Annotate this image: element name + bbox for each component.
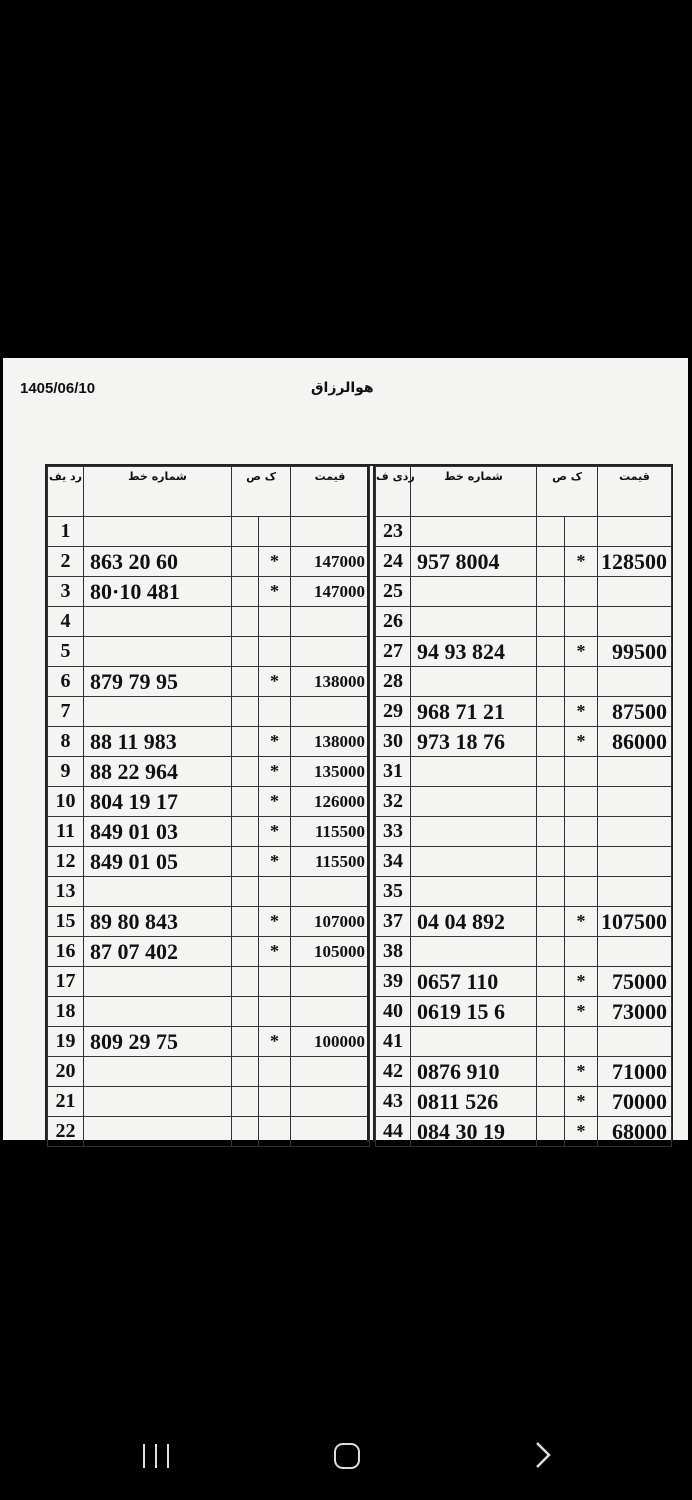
table-row bbox=[376, 667, 672, 697]
ks-cell-k bbox=[232, 937, 259, 967]
ks-cell-k bbox=[537, 517, 565, 547]
line-number: 88 11 983 bbox=[84, 727, 232, 757]
row-index: 11 bbox=[48, 817, 84, 847]
ks-cell-k bbox=[537, 1087, 565, 1117]
table-row bbox=[48, 997, 370, 1027]
ks-cell-k bbox=[537, 1027, 565, 1057]
ks-cell-k bbox=[537, 937, 565, 967]
row-price bbox=[291, 607, 370, 637]
row-index: 19 bbox=[48, 1027, 84, 1057]
table-row bbox=[376, 1057, 672, 1087]
row-index: 18 bbox=[48, 997, 84, 1027]
row-price: 147000 bbox=[291, 577, 370, 607]
header-price: قیمت bbox=[291, 467, 370, 517]
row-price bbox=[291, 1087, 370, 1117]
right-table bbox=[375, 466, 672, 1147]
line-number: 0811 526 bbox=[411, 1087, 537, 1117]
ks-cell-k bbox=[537, 907, 565, 937]
line-number: 084 30 19 bbox=[411, 1117, 537, 1147]
row-price bbox=[291, 967, 370, 997]
row-index: 25 bbox=[376, 577, 411, 607]
android-navigation-bar bbox=[0, 1400, 692, 1500]
ks-cell-k bbox=[232, 517, 259, 547]
price-list-tables bbox=[45, 464, 673, 1144]
row-index: 12 bbox=[48, 847, 84, 877]
recents-button[interactable] bbox=[141, 1440, 171, 1470]
row-index: 28 bbox=[376, 667, 411, 697]
ks-cell-star bbox=[259, 997, 291, 1027]
ks-cell-k bbox=[537, 787, 565, 817]
line-number bbox=[84, 997, 232, 1027]
row-price bbox=[598, 877, 672, 907]
line-number: 973 18 76 bbox=[411, 727, 537, 757]
row-price: 138000 bbox=[291, 727, 370, 757]
table-row bbox=[48, 877, 370, 907]
ks-cell-star: * bbox=[565, 997, 598, 1027]
row-index: 43 bbox=[376, 1087, 411, 1117]
right-table-header bbox=[376, 467, 672, 517]
row-index: 16 bbox=[48, 937, 84, 967]
table-row bbox=[376, 817, 672, 847]
left-table-body bbox=[48, 517, 370, 1147]
ks-cell-k bbox=[232, 787, 259, 817]
row-index: 39 bbox=[376, 967, 411, 997]
ks-cell-star: * bbox=[259, 787, 291, 817]
row-price: 73000 bbox=[598, 997, 672, 1027]
line-number: 879 79 95 bbox=[84, 667, 232, 697]
ks-cell-k bbox=[537, 697, 565, 727]
row-price: 107000 bbox=[291, 907, 370, 937]
table-row bbox=[48, 817, 370, 847]
row-index: 40 bbox=[376, 997, 411, 1027]
ks-cell-star bbox=[565, 667, 598, 697]
home-button[interactable] bbox=[334, 1443, 360, 1469]
ks-cell-k bbox=[232, 847, 259, 877]
line-number: 863 20 60 bbox=[84, 547, 232, 577]
row-index: 31 bbox=[376, 757, 411, 787]
row-index: 5 bbox=[48, 637, 84, 667]
row-index: 37 bbox=[376, 907, 411, 937]
row-price bbox=[598, 1027, 672, 1057]
table-row bbox=[48, 787, 370, 817]
table-row bbox=[376, 907, 672, 937]
row-price: 128500 bbox=[598, 547, 672, 577]
header-line-number-right: شماره خط bbox=[411, 467, 537, 517]
table-row bbox=[376, 787, 672, 817]
row-index: 8 bbox=[48, 727, 84, 757]
ks-cell-k bbox=[232, 637, 259, 667]
ks-cell-star bbox=[565, 817, 598, 847]
ks-cell-star bbox=[565, 877, 598, 907]
ks-cell-star bbox=[259, 607, 291, 637]
row-index: 38 bbox=[376, 937, 411, 967]
ks-cell-star: * bbox=[565, 907, 598, 937]
line-number: 849 01 03 bbox=[84, 817, 232, 847]
ks-cell-k bbox=[537, 877, 565, 907]
ks-cell-k bbox=[537, 1117, 565, 1147]
line-number bbox=[411, 877, 537, 907]
ks-cell-k bbox=[537, 967, 565, 997]
row-price bbox=[291, 1057, 370, 1087]
line-number: 0657 110 bbox=[411, 967, 537, 997]
ks-cell-star: * bbox=[259, 577, 291, 607]
header-ks: ک ص bbox=[232, 467, 291, 517]
row-index: 4 bbox=[48, 607, 84, 637]
ks-cell-star: * bbox=[259, 727, 291, 757]
table-row bbox=[376, 997, 672, 1027]
ks-cell-k bbox=[537, 577, 565, 607]
line-number bbox=[84, 1117, 232, 1147]
table-row bbox=[376, 697, 672, 727]
line-number: 809 29 75 bbox=[84, 1027, 232, 1057]
table-row bbox=[48, 847, 370, 877]
ks-cell-k bbox=[232, 577, 259, 607]
ks-cell-star: * bbox=[259, 907, 291, 937]
ks-cell-k bbox=[537, 547, 565, 577]
row-price bbox=[598, 847, 672, 877]
row-index: 2 bbox=[48, 547, 84, 577]
ks-cell-star bbox=[565, 607, 598, 637]
ks-cell-star bbox=[565, 847, 598, 877]
ks-cell-k bbox=[537, 817, 565, 847]
row-price: 147000 bbox=[291, 547, 370, 577]
ks-cell-star: * bbox=[565, 967, 598, 997]
row-price: 115500 bbox=[291, 817, 370, 847]
row-index: 10 bbox=[48, 787, 84, 817]
ks-cell-star: * bbox=[565, 1117, 598, 1147]
line-number bbox=[84, 1087, 232, 1117]
table-row bbox=[376, 637, 672, 667]
back-button[interactable] bbox=[533, 1440, 553, 1470]
line-number bbox=[411, 937, 537, 967]
line-number bbox=[84, 877, 232, 907]
ks-cell-star: * bbox=[259, 817, 291, 847]
ks-cell-k bbox=[537, 667, 565, 697]
line-number: 0876 910 bbox=[411, 1057, 537, 1087]
table-row bbox=[376, 727, 672, 757]
table-row bbox=[48, 1087, 370, 1117]
line-number bbox=[411, 847, 537, 877]
ks-cell-k bbox=[232, 1087, 259, 1117]
row-price: 99500 bbox=[598, 637, 672, 667]
table-row bbox=[376, 877, 672, 907]
line-number: 87 07 402 bbox=[84, 937, 232, 967]
ks-cell-star bbox=[259, 1057, 291, 1087]
header-index-right: ردی ف bbox=[376, 467, 411, 517]
row-index: 35 bbox=[376, 877, 411, 907]
line-number: 0619 15 6 bbox=[411, 997, 537, 1027]
ks-cell-star bbox=[565, 517, 598, 547]
row-index: 6 bbox=[48, 667, 84, 697]
line-number: 957 8004 bbox=[411, 547, 537, 577]
line-number bbox=[411, 607, 537, 637]
row-index: 13 bbox=[48, 877, 84, 907]
ks-cell-star bbox=[565, 757, 598, 787]
line-number bbox=[84, 1057, 232, 1087]
row-index: 30 bbox=[376, 727, 411, 757]
ks-cell-star: * bbox=[565, 697, 598, 727]
row-price: 71000 bbox=[598, 1057, 672, 1087]
line-number bbox=[411, 757, 537, 787]
row-price: 115500 bbox=[291, 847, 370, 877]
row-index: 44 bbox=[376, 1117, 411, 1147]
line-number: 88 22 964 bbox=[84, 757, 232, 787]
back-icon bbox=[533, 1440, 553, 1470]
table-row bbox=[48, 577, 370, 607]
row-price: 87500 bbox=[598, 697, 672, 727]
line-number bbox=[411, 667, 537, 697]
row-price bbox=[598, 757, 672, 787]
row-index: 1 bbox=[48, 517, 84, 547]
ks-cell-star: * bbox=[259, 757, 291, 787]
row-index: 29 bbox=[376, 697, 411, 727]
line-number bbox=[84, 967, 232, 997]
ks-cell-star bbox=[565, 577, 598, 607]
line-number: 04 04 892 bbox=[411, 907, 537, 937]
ks-cell-star bbox=[565, 937, 598, 967]
document-heading: هوالرزاق bbox=[311, 380, 374, 396]
ks-cell-k bbox=[232, 727, 259, 757]
row-index: 33 bbox=[376, 817, 411, 847]
table-row bbox=[48, 667, 370, 697]
line-number bbox=[84, 697, 232, 727]
ks-cell-k bbox=[537, 727, 565, 757]
row-price: 100000 bbox=[291, 1027, 370, 1057]
ks-cell-star bbox=[259, 967, 291, 997]
recents-icon bbox=[143, 1444, 145, 1468]
row-price bbox=[598, 577, 672, 607]
ks-cell-star bbox=[565, 787, 598, 817]
table-row bbox=[376, 1027, 672, 1057]
row-index: 17 bbox=[48, 967, 84, 997]
row-price bbox=[291, 997, 370, 1027]
ks-cell-star bbox=[259, 877, 291, 907]
row-price bbox=[291, 877, 370, 907]
ks-cell-k bbox=[232, 1057, 259, 1087]
ks-cell-star: * bbox=[565, 1087, 598, 1117]
row-index: 15 bbox=[48, 907, 84, 937]
ks-cell-k bbox=[232, 547, 259, 577]
table-row bbox=[48, 517, 370, 547]
table-row bbox=[376, 847, 672, 877]
row-price: 70000 bbox=[598, 1087, 672, 1117]
row-price: 68000 bbox=[598, 1117, 672, 1147]
row-price bbox=[598, 817, 672, 847]
ks-cell-star: * bbox=[565, 547, 598, 577]
table-row bbox=[376, 517, 672, 547]
ks-cell-k bbox=[232, 997, 259, 1027]
ks-cell-k bbox=[537, 997, 565, 1027]
line-number: 89 80 843 bbox=[84, 907, 232, 937]
ks-cell-star: * bbox=[259, 547, 291, 577]
document-date: 1405/06/10 bbox=[20, 380, 96, 397]
table-row bbox=[48, 1027, 370, 1057]
row-index: 27 bbox=[376, 637, 411, 667]
table-row bbox=[48, 1057, 370, 1087]
right-table-body bbox=[376, 517, 672, 1147]
left-table-header bbox=[48, 467, 370, 517]
table-row bbox=[376, 1117, 672, 1147]
table-row bbox=[48, 697, 370, 727]
row-index: 24 bbox=[376, 547, 411, 577]
row-index: 23 bbox=[376, 517, 411, 547]
row-price: 107500 bbox=[598, 907, 672, 937]
row-price bbox=[291, 697, 370, 727]
line-number: 94 93 824 bbox=[411, 637, 537, 667]
ks-cell-k bbox=[537, 847, 565, 877]
row-index: 21 bbox=[48, 1087, 84, 1117]
ks-cell-star: * bbox=[259, 937, 291, 967]
line-number bbox=[84, 517, 232, 547]
ks-cell-k bbox=[537, 1057, 565, 1087]
ks-cell-k bbox=[232, 697, 259, 727]
left-table-container bbox=[47, 466, 369, 1147]
line-number: 849 01 05 bbox=[84, 847, 232, 877]
header-ks-right: ک ص bbox=[537, 467, 598, 517]
line-number bbox=[411, 817, 537, 847]
header-price-right: قیمت bbox=[598, 467, 672, 517]
table-row bbox=[376, 607, 672, 637]
table-row bbox=[48, 607, 370, 637]
table-row bbox=[48, 727, 370, 757]
line-number bbox=[84, 607, 232, 637]
ks-cell-star bbox=[259, 1087, 291, 1117]
row-index: 32 bbox=[376, 787, 411, 817]
line-number bbox=[411, 577, 537, 607]
line-number bbox=[84, 637, 232, 667]
table-row bbox=[376, 1087, 672, 1117]
row-price bbox=[598, 517, 672, 547]
ks-cell-k bbox=[232, 667, 259, 697]
table-row bbox=[376, 577, 672, 607]
ks-cell-k bbox=[232, 877, 259, 907]
row-price bbox=[598, 607, 672, 637]
row-index: 26 bbox=[376, 607, 411, 637]
ks-cell-star bbox=[565, 1027, 598, 1057]
table-row bbox=[48, 637, 370, 667]
row-price bbox=[291, 517, 370, 547]
line-number: 80·10 481 bbox=[84, 577, 232, 607]
line-number bbox=[411, 1027, 537, 1057]
document-photo bbox=[3, 358, 688, 1144]
row-index: 9 bbox=[48, 757, 84, 787]
row-price: 75000 bbox=[598, 967, 672, 997]
table-row bbox=[376, 547, 672, 577]
ks-cell-star: * bbox=[259, 667, 291, 697]
ks-cell-star: * bbox=[259, 1027, 291, 1057]
row-price bbox=[291, 637, 370, 667]
table-row bbox=[48, 907, 370, 937]
table-row bbox=[376, 967, 672, 997]
table-row bbox=[48, 547, 370, 577]
header-line-number: شماره خط bbox=[84, 467, 232, 517]
row-index: 34 bbox=[376, 847, 411, 877]
ks-cell-k bbox=[232, 1027, 259, 1057]
row-price: 105000 bbox=[291, 937, 370, 967]
row-price bbox=[598, 787, 672, 817]
ks-cell-k bbox=[232, 967, 259, 997]
row-price: 126000 bbox=[291, 787, 370, 817]
table-row bbox=[48, 937, 370, 967]
ks-cell-star: * bbox=[259, 847, 291, 877]
row-index: 22 bbox=[48, 1117, 84, 1147]
row-index: 41 bbox=[376, 1027, 411, 1057]
ks-cell-k bbox=[232, 817, 259, 847]
ks-cell-star bbox=[259, 697, 291, 727]
ks-cell-k bbox=[232, 907, 259, 937]
table-row bbox=[376, 757, 672, 787]
table-row bbox=[48, 1117, 370, 1147]
line-number bbox=[411, 517, 537, 547]
ks-cell-k bbox=[232, 607, 259, 637]
ks-cell-k bbox=[232, 757, 259, 787]
row-index: 20 bbox=[48, 1057, 84, 1087]
ks-cell-star: * bbox=[565, 727, 598, 757]
ks-cell-star: * bbox=[565, 637, 598, 667]
ks-cell-star bbox=[259, 637, 291, 667]
header-index: رد يف bbox=[48, 467, 84, 517]
ks-cell-k bbox=[537, 757, 565, 787]
ks-cell-k bbox=[232, 1117, 259, 1147]
row-price: 138000 bbox=[291, 667, 370, 697]
row-price: 86000 bbox=[598, 727, 672, 757]
line-number: 804 19 17 bbox=[84, 787, 232, 817]
ks-cell-star: * bbox=[565, 1057, 598, 1087]
ks-cell-star bbox=[259, 517, 291, 547]
right-table-container bbox=[375, 466, 671, 1147]
row-index: 7 bbox=[48, 697, 84, 727]
row-index: 3 bbox=[48, 577, 84, 607]
line-number bbox=[411, 787, 537, 817]
row-price bbox=[598, 937, 672, 967]
ks-cell-k bbox=[537, 637, 565, 667]
row-price: 135000 bbox=[291, 757, 370, 787]
ks-cell-k bbox=[537, 607, 565, 637]
row-index: 42 bbox=[376, 1057, 411, 1087]
table-row bbox=[48, 967, 370, 997]
row-price bbox=[598, 667, 672, 697]
row-price bbox=[291, 1117, 370, 1147]
ks-cell-star bbox=[259, 1117, 291, 1147]
table-row bbox=[376, 937, 672, 967]
left-table bbox=[47, 466, 370, 1147]
table-divider bbox=[367, 466, 375, 1142]
table-row bbox=[48, 757, 370, 787]
line-number: 968 71 21 bbox=[411, 697, 537, 727]
